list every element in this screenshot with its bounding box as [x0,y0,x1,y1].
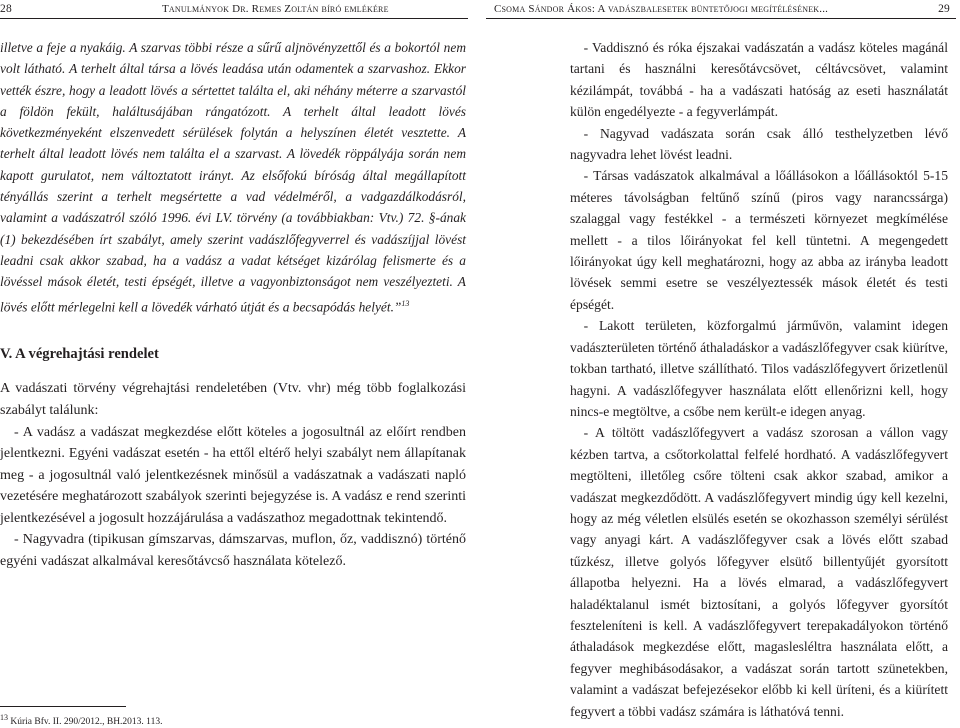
header-rule [486,18,956,19]
court-quote [0,37,466,317]
section-heading: V. A végrehajtási rendelet [0,346,159,363]
page-number: 28 [0,3,12,15]
header-rule [0,18,468,19]
right-page-body [570,37,948,722]
running-title: Tanulmányok Dr. Remes Zoltán bíró emlékére [162,3,389,15]
left-page-header [0,0,468,20]
footnote-rule [0,706,126,707]
paragraph: - A töltött vadászlőfegyvert a vadász szorosan a vállon vagy kézben tartva, a csőtorkolattal felfelé hordható. A vadászlőfegyvert megtölteni, illetőleg csőre tölteni csak akkor szabad, amikor a vadászat megkezdődött. A vadászlőfegyvert mindig úgy kell kezelni, hogy az még véletlen elsülés esetén se okozhasson személyi sérülést vagy anyagi kárt. A vadászlőfegyver csak a lövés előtt szabad tűzkész, illetve golyós lőfegyver elsütő billentyűjét gyorsított állapotba helyezni. Ha a lövés elmarad, a vadászlőfegyvert haladéktalanul ismét biztosítani, a golyós lőfegyver gyorsítót feszteleníteni is kell. A vadászlőfegyvert terepakadályokon történő áthaladások megkezdése előtt, magaslesléltra használata előtt, a fegyver meghibásodásakor, a vadászat során tartott szünetekben, valamint a vadászat befejezésekor előbb ki kell üríteni, és a kiürített fegyvert a többi vadász számára is láthatóvá tenni. [570,425,948,719]
footnote-number: 13 [0,713,8,722]
paragraph: - Társas vadászatok alkalmával a lőállásokon a lőállásoktól 5-15 méteres távolságban feltűnő színű (piros vagy narancssárga) szalaggal vagy festékkel - a természeti környezet megkímélése mellett - a tilos lőirányokat fel kell tüntetni. A megengedett lőirányokat úgy kell meghatározni, hogy az abba az irányba leadott lövések semmi esetre se veszélyeztessék mások életét és testi épségét. [570,168,948,312]
footnote-text: Kúria Bfv. II. 290/2012., BH.2013. 113. [10,717,163,728]
left-page-body [0,37,466,573]
right-page [486,0,956,728]
footnote [0,712,162,728]
paragraph: A vadászati törvény végrehajtási rendeletében (Vtv. vhr) még több foglalkozási szabályt találunk: [0,381,466,418]
running-title: Csoma Sándor Ákos: A vadászbalesetek büntetőjogi megítélésének... [494,3,829,15]
court-quote-text: illetve a feje a nyakáig. A szarvas többi része a sűrű aljnövényzettől és a bokortól nem volt látható. A terhelt által társa a lövés leadása után odamentek a szarvashoz. Ekkor vették észre, hogy a leadott lövés a sértettet találta el, aki néhány méterre a szarvastól a földön fekült, haláltusájában rángatózott. A terhelt által leadott lövés következményeként elszenvedett sérülések folytán a helyszínen életét vesztette. A terhelt által leadott lövés nem találta el a szarvast. A lövedék röppályája során nem kapott gurulatot, nem változtatott irányt. Az elsőfokú bíróság által megállapított tényállás szerint a terhelt megsértette a vad védelméről, a vadgazdálkodásról, valamint a vadászatról szóló 1996. évi LV. törvény (a továbbiakban: Vtv.) 72. §-ának (1) bekezdésében írt szabályt, amely szerint vadászlőfegyverrel és vadászíjjal lövést leadni csak akkor szabad, ha a vadász a vadat kétséget kizárólag felismerte és a lövéssel mások életét, testi épségét, illetve a vagyonbiztonságot nem veszélyezteti. A lövés előtt mérlegelni kell a lövedék várható útját és a becsapódás helyét.” [0,40,466,315]
paragraph: - Vaddisznó és róka éjszakai vadászatán a vadász köteles magánál tartani és használni keresőtávcsövet, céltávcsövet, valamint kézilámpát, továbbá - ha a vadászati hatóság az eseti használatát külön engedélyezte - a fegyverlámpát. [570,40,948,120]
footnote-reference[interactable]: 13 [401,298,410,308]
left-page [0,0,468,728]
paragraph: - Lakott területen, közforgalmú járművön, valamint idegen vadászterületen történő áthaladáskor a vadászlőfegyver csak kiürítve, tokban tartható, illetve szállítható. Tilos vadászlőfegyvert őrizetlenül hagyni. A vadászlőfegyver használata előtt ellenőrizni kell, hogy nincs-e megtöltve, a csőbe nem került-e idegen anyag. [570,318,948,419]
right-page-header [486,0,956,20]
page-number: 29 [938,3,950,15]
paragraph: - Nagyvad vadászata során csak álló testhelyzetben lévő nagyvadra lehet lövést leadni. [570,125,948,163]
paragraph: - Nagyvadra (tipikusan gímszarvas, dámszarvas, muflon, őz, vaddisznó) történő egyéni vadászat alkalmával keresőtávcső használata kötelező. [0,532,466,570]
paragraph: - A vadász a vadászat megkezdése előtt köteles a jogosultnál az előírt rendben jelentkezni. Egyéni vadászat esetén - ha ettől eltérő helyi szabályt nem állapítanak meg - a jogosultnál való jelentkezésnek minősül a vadászatnak a vadászati napló vezetésére meghatározott szabályok szerinti bejegyzése is. A vadász e rend szerinti jelentkezésével a jogosult hozzájárulása a vadászathoz megadottnak tekintendő. [0,424,466,526]
